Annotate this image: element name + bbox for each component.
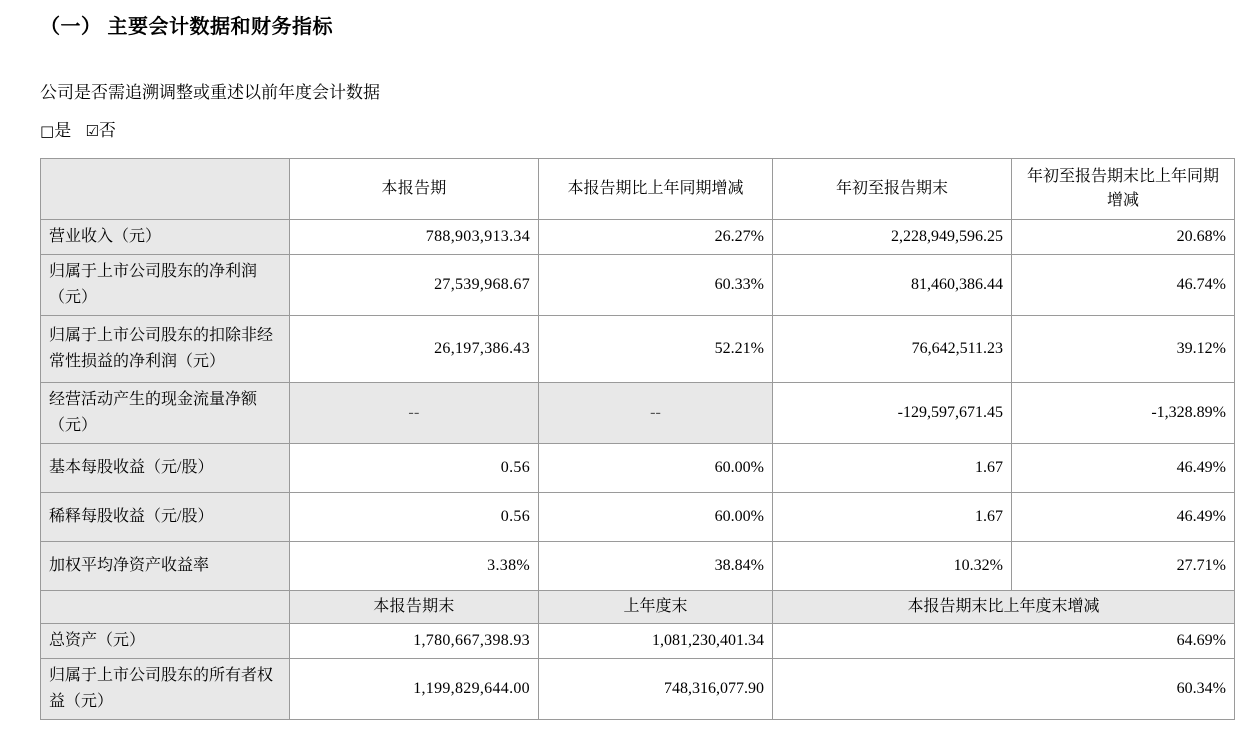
row-value: 64.69% — [773, 624, 1235, 659]
row-label: 总资产（元） — [41, 624, 290, 659]
row-label: 基本每股收益（元/股） — [41, 444, 290, 493]
subheader-corner — [41, 591, 290, 624]
choice-no[interactable] — [85, 118, 115, 144]
row-value: 27,539,968.67 — [290, 255, 539, 316]
row-value: 38.84% — [539, 542, 773, 591]
row-value: 1,081,230,401.34 — [539, 624, 773, 659]
yes-no-choice-group — [40, 118, 1149, 144]
row-value: -1,328.89% — [1012, 383, 1235, 444]
table-row — [41, 542, 1235, 591]
row-label: 经营活动产生的现金流量净额（元） — [41, 383, 290, 444]
table-row — [41, 316, 1235, 383]
document-page — [0, 10, 1226, 751]
row-value: 1,199,829,644.00 — [290, 659, 539, 720]
row-value: -- — [539, 383, 773, 444]
row-value: 1,780,667,398.93 — [290, 624, 539, 659]
retrospective-adjustment-question: 公司是否需追溯调整或重述以前年度会计数据 — [40, 83, 380, 102]
row-value: -- — [290, 383, 539, 444]
row-value: 39.12% — [1012, 316, 1235, 383]
header-corner — [41, 159, 290, 220]
page-title: （一） 主要会计数据和财务指标 — [40, 16, 334, 38]
choice-yes-label: 是 — [54, 121, 72, 140]
row-label: 稀释每股收益（元/股） — [41, 493, 290, 542]
row-value: 748,316,077.90 — [539, 659, 773, 720]
row-value: 2,228,949,596.25 — [773, 220, 1012, 255]
row-label: 归属于上市公司股东的所有者权益（元） — [41, 659, 290, 720]
table-row — [41, 659, 1235, 720]
row-value: 46.49% — [1012, 493, 1235, 542]
row-value: -129,597,671.45 — [773, 383, 1012, 444]
row-label: 加权平均净资产收益率 — [41, 542, 290, 591]
row-value: 0.56 — [290, 493, 539, 542]
row-value: 81,460,386.44 — [773, 255, 1012, 316]
row-value: 76,642,511.23 — [773, 316, 1012, 383]
row-value: 788,903,913.34 — [290, 220, 539, 255]
row-value: 26.27% — [539, 220, 773, 255]
table-row — [41, 624, 1235, 659]
table-header-row — [41, 159, 1235, 220]
header-current-period-yoy: 本报告期比上年同期增减 — [539, 159, 773, 220]
row-value: 52.21% — [539, 316, 773, 383]
row-label: 归属于上市公司股东的扣除非经常性损益的净利润（元） — [41, 316, 290, 383]
checkbox-unchecked-icon[interactable]: □ — [40, 122, 55, 140]
row-value: 60.00% — [539, 444, 773, 493]
table-row — [41, 383, 1235, 444]
row-value: 26,197,386.43 — [290, 316, 539, 383]
choice-yes[interactable] — [40, 118, 71, 144]
row-value: 46.49% — [1012, 444, 1235, 493]
subheader-prior-year-end: 上年度末 — [539, 591, 773, 624]
row-label: 营业收入（元） — [41, 220, 290, 255]
table-row — [41, 444, 1235, 493]
row-value: 60.34% — [773, 659, 1235, 720]
header-current-period: 本报告期 — [290, 159, 539, 220]
financial-data-table — [40, 158, 1235, 720]
row-value: 60.33% — [539, 255, 773, 316]
row-value: 20.68% — [1012, 220, 1235, 255]
row-value: 0.56 — [290, 444, 539, 493]
header-ytd-yoy: 年初至报告期末比上年同期增减 — [1012, 159, 1235, 220]
row-value: 1.67 — [773, 493, 1012, 542]
row-value: 1.67 — [773, 444, 1012, 493]
subheader-change: 本报告期末比上年度末增减 — [773, 591, 1235, 624]
row-value: 27.71% — [1012, 542, 1235, 591]
choice-no-label: 否 — [98, 121, 116, 140]
row-value: 60.00% — [539, 493, 773, 542]
checkbox-checked-icon[interactable]: ☑ — [85, 122, 99, 140]
table-row — [41, 493, 1235, 542]
table-row — [41, 220, 1235, 255]
row-value: 46.74% — [1012, 255, 1235, 316]
table-row — [41, 255, 1235, 316]
header-ytd: 年初至报告期末 — [773, 159, 1012, 220]
row-value: 10.32% — [773, 542, 1012, 591]
table-subheader-row — [41, 591, 1235, 624]
subheader-period-end: 本报告期末 — [290, 591, 539, 624]
row-value: 3.38% — [290, 542, 539, 591]
row-label: 归属于上市公司股东的净利润（元） — [41, 255, 290, 316]
